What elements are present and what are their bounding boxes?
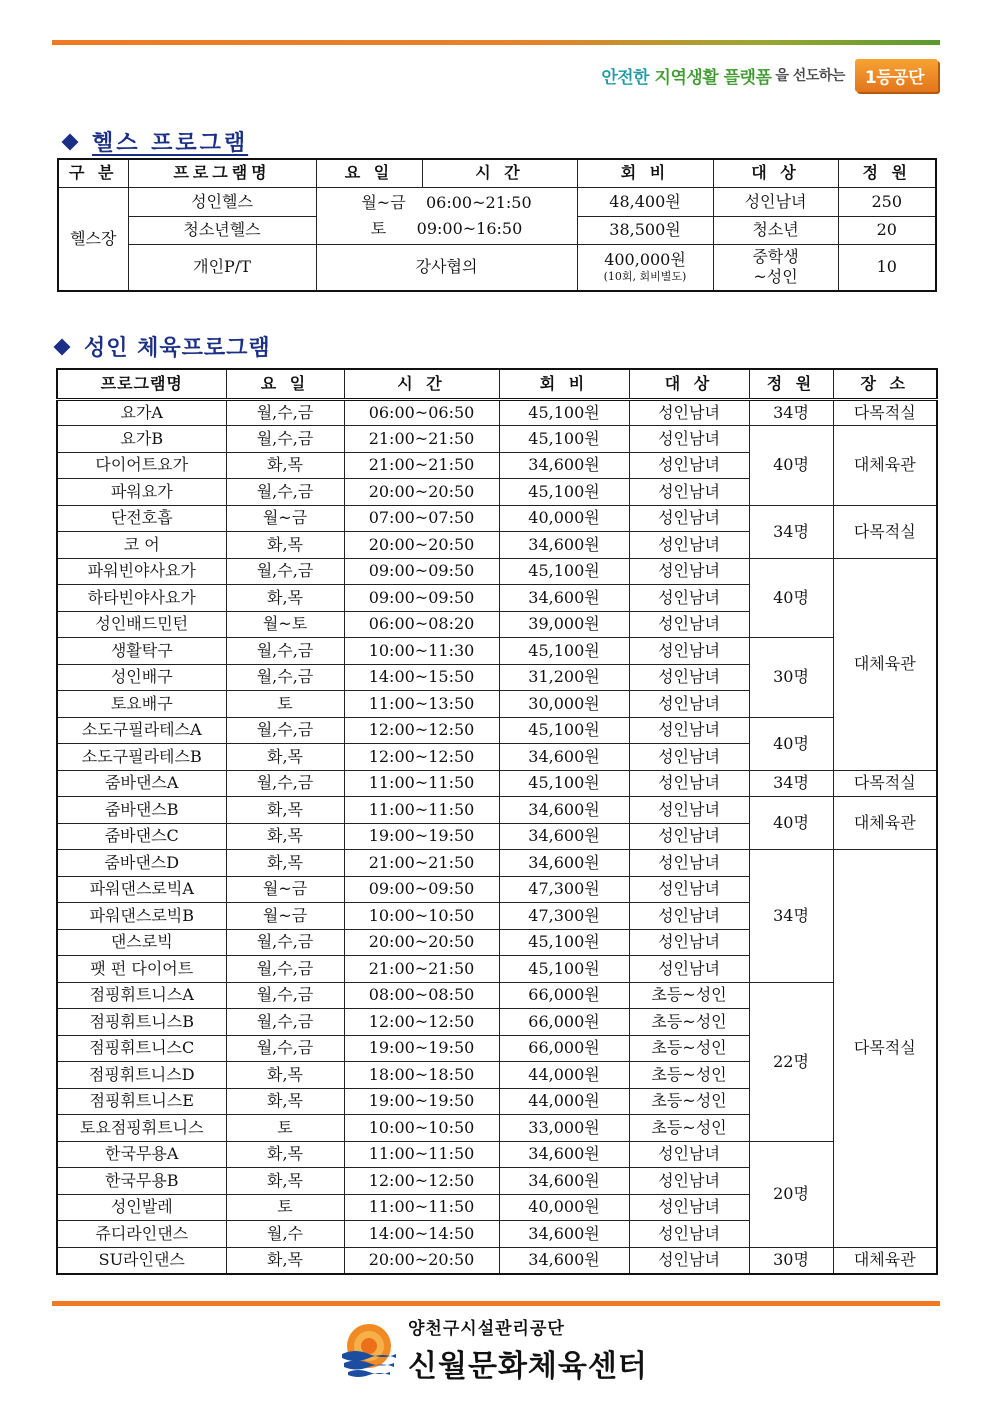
- time-cell: 10:00~11:30: [344, 638, 499, 665]
- fee-cell: 39,000원: [499, 611, 629, 638]
- target-cell: 성인남녀: [629, 929, 749, 956]
- capacity-cell: 30명: [749, 1247, 833, 1274]
- target-cell: 초등~성인: [629, 1088, 749, 1115]
- fee-cell: 40,000원: [499, 505, 629, 532]
- time-cell: 11:00~11:50: [344, 770, 499, 797]
- capacity-cell: 34명: [749, 399, 833, 426]
- target-line1: 중학생: [752, 247, 799, 267]
- days-cell: 화,목: [226, 532, 344, 559]
- capacity-cell: 40명: [749, 717, 833, 770]
- schedule-cell: 강사협의: [316, 244, 577, 291]
- table-row: [57, 426, 937, 453]
- days-cell: 월,수,금: [226, 956, 344, 983]
- days-cell: 토: [226, 1115, 344, 1142]
- footer-center: 신월문화체육센터: [408, 1348, 648, 1384]
- table-header-row: [57, 369, 937, 399]
- fee-cell: 45,100원: [499, 956, 629, 983]
- capacity-cell: 30명: [749, 638, 833, 718]
- capacity-cell: 34명: [749, 770, 833, 797]
- program-name: 줌바댄스C: [57, 823, 226, 850]
- target-cell: 초등~성인: [629, 982, 749, 1009]
- health-program-table: [57, 158, 937, 292]
- time-cell: 21:00~21:50: [344, 426, 499, 453]
- fee-cell: 40,000원: [499, 1194, 629, 1221]
- capacity-cell: 40명: [749, 426, 833, 506]
- capacity-cell: 40명: [749, 797, 833, 850]
- fee-cell: 45,100원: [499, 638, 629, 665]
- target-cell: 청소년: [713, 216, 838, 244]
- col-header-capacity: 정 원: [838, 159, 936, 187]
- col-header-target: 대 상: [713, 159, 838, 187]
- fee-cell: 33,000원: [499, 1115, 629, 1142]
- target-cell: 성인남녀: [629, 823, 749, 850]
- table-row: [57, 717, 937, 744]
- days-cell: 화,목: [226, 797, 344, 824]
- time-cell: 12:00~12:50: [344, 1168, 499, 1195]
- slogan-part3: 을 선도하는: [775, 68, 845, 84]
- time-cell: 14:00~15:50: [344, 664, 499, 691]
- table-row: [57, 399, 937, 426]
- program-name: 토요배구: [57, 691, 226, 718]
- col-header-days: 요 일: [316, 159, 422, 187]
- target-cell: 성인남녀: [629, 426, 749, 453]
- days-cell: 토: [226, 691, 344, 718]
- place-cell: 다목적실: [833, 770, 937, 797]
- col-header-category: 구 분: [58, 159, 128, 187]
- fee-cell: 38,500원: [577, 216, 713, 244]
- time-cell: 08:00~08:50: [344, 982, 499, 1009]
- target-cell: 성인남녀: [629, 479, 749, 506]
- days-cell: 토: [226, 1194, 344, 1221]
- target-cell: 성인남녀: [629, 664, 749, 691]
- fee-cell: 47,300원: [499, 876, 629, 903]
- col-header-time: 시 간: [422, 159, 577, 187]
- fee-cell: 34,600원: [499, 744, 629, 771]
- fee-cell: [577, 244, 713, 291]
- fee-cell: 34,600원: [499, 532, 629, 559]
- place-cell: 대체육관: [833, 558, 937, 770]
- days-cell: 화,목: [226, 1168, 344, 1195]
- target-cell: [713, 244, 838, 291]
- target-cell: 초등~성인: [629, 1009, 749, 1036]
- target-cell: 성인남녀: [629, 1141, 749, 1168]
- target-cell: 성인남녀: [629, 611, 749, 638]
- top-divider-bar: [52, 40, 940, 45]
- fee-cell: 44,000원: [499, 1062, 629, 1089]
- capacity-cell: 22명: [749, 982, 833, 1141]
- program-name: 성인배구: [57, 664, 226, 691]
- target-cell: 초등~성인: [629, 1035, 749, 1062]
- target-cell: 성인남녀: [629, 505, 749, 532]
- target-cell: 성인남녀: [713, 187, 838, 216]
- time-cell: 09:00~09:50: [344, 558, 499, 585]
- program-name: 성인헬스: [128, 187, 316, 216]
- col-header-time: 시 간: [344, 369, 499, 399]
- time-cell: 11:00~11:50: [344, 797, 499, 824]
- program-name: 줌바댄스A: [57, 770, 226, 797]
- diamond-bullet-icon: [62, 133, 79, 150]
- days-cell: 화,목: [226, 1062, 344, 1089]
- fee-cell: 34,600원: [499, 1247, 629, 1274]
- table-row: [57, 982, 937, 1009]
- target-cell: 성인남녀: [629, 956, 749, 983]
- schedule-line2: 토 09:00~16:50: [370, 218, 523, 238]
- time-cell: 19:00~19:50: [344, 823, 499, 850]
- fee-value: 400,000원: [604, 250, 686, 270]
- days-cell: 월,수,금: [226, 426, 344, 453]
- capacity-cell: 250: [838, 187, 936, 216]
- fee-cell: 45,100원: [499, 479, 629, 506]
- program-name: 생활탁구: [57, 638, 226, 665]
- time-cell: 18:00~18:50: [344, 1062, 499, 1089]
- table-row: [57, 770, 937, 797]
- time-cell: 06:00~08:20: [344, 611, 499, 638]
- time-cell: 11:00~13:50: [344, 691, 499, 718]
- program-name: 다이어트요가: [57, 452, 226, 479]
- time-cell: 20:00~20:50: [344, 532, 499, 559]
- days-cell: 화,목: [226, 850, 344, 877]
- program-name: 파워요가: [57, 479, 226, 506]
- capacity-cell: 34명: [749, 505, 833, 558]
- col-header-place: 장 소: [833, 369, 937, 399]
- time-cell: 07:00~07:50: [344, 505, 499, 532]
- time-cell: 10:00~10:50: [344, 1115, 499, 1142]
- col-header-program: 프로그램명: [128, 159, 316, 187]
- program-name: 성인배드민턴: [57, 611, 226, 638]
- target-cell: 성인남녀: [629, 558, 749, 585]
- time-cell: 09:00~09:50: [344, 876, 499, 903]
- program-name: SU라인댄스: [57, 1247, 226, 1274]
- capacity-cell: 20명: [749, 1141, 833, 1247]
- days-cell: 화,목: [226, 452, 344, 479]
- time-cell: 10:00~10:50: [344, 903, 499, 930]
- fee-cell: 34,600원: [499, 1168, 629, 1195]
- fee-cell: 30,000원: [499, 691, 629, 718]
- table-header-row: [58, 159, 936, 187]
- program-name: 팻 펀 다이어트: [57, 956, 226, 983]
- table-row: [57, 1247, 937, 1274]
- days-cell: 월,수,금: [226, 558, 344, 585]
- days-cell: 월,수: [226, 1221, 344, 1248]
- fee-cell: 34,600원: [499, 1141, 629, 1168]
- target-line2: ~성인: [753, 267, 798, 287]
- days-cell: 월~금: [226, 505, 344, 532]
- fee-cell: 48,400원: [577, 187, 713, 216]
- slogan-part1: 안전한: [601, 67, 650, 88]
- time-cell: 20:00~20:50: [344, 929, 499, 956]
- capacity-cell: 40명: [749, 558, 833, 638]
- table-row: [58, 244, 936, 291]
- target-cell: 성인남녀: [629, 717, 749, 744]
- capacity-cell: 34명: [749, 850, 833, 983]
- days-cell: 월~금: [226, 876, 344, 903]
- target-cell: 성인남녀: [629, 876, 749, 903]
- target-cell: 성인남녀: [629, 585, 749, 612]
- fee-cell: 34,600원: [499, 452, 629, 479]
- days-cell: 월,수,금: [226, 982, 344, 1009]
- fee-cell: 45,100원: [499, 717, 629, 744]
- time-cell: 11:00~11:50: [344, 1194, 499, 1221]
- program-name: 점핑휘트니스C: [57, 1035, 226, 1062]
- program-name: 한국무용A: [57, 1141, 226, 1168]
- target-cell: 성인남녀: [629, 399, 749, 426]
- target-cell: 성인남녀: [629, 770, 749, 797]
- program-name: 쥬디라인댄스: [57, 1221, 226, 1248]
- fee-cell: 66,000원: [499, 1009, 629, 1036]
- days-cell: 월,수,금: [226, 638, 344, 665]
- table-row: [57, 1141, 937, 1168]
- days-cell: 화,목: [226, 1247, 344, 1274]
- target-cell: 성인남녀: [629, 1168, 749, 1195]
- program-name: 단전호흡: [57, 505, 226, 532]
- days-cell: 화,목: [226, 823, 344, 850]
- target-cell: 초등~성인: [629, 1115, 749, 1142]
- fee-cell: 34,600원: [499, 850, 629, 877]
- days-cell: 월,수,금: [226, 929, 344, 956]
- program-name: 파워댄스로빅B: [57, 903, 226, 930]
- target-cell: 성인남녀: [629, 638, 749, 665]
- program-name: 하타빈야사요가: [57, 585, 226, 612]
- time-cell: 06:00~06:50: [344, 399, 499, 426]
- fee-cell: 45,100원: [499, 399, 629, 426]
- days-cell: 월,수,금: [226, 770, 344, 797]
- target-cell: 성인남녀: [629, 532, 749, 559]
- fee-cell: 34,600원: [499, 797, 629, 824]
- col-header-fee: 회 비: [499, 369, 629, 399]
- days-cell: 월,수,금: [226, 664, 344, 691]
- place-cell: 대체육관: [833, 426, 937, 506]
- target-cell: 성인남녀: [629, 850, 749, 877]
- schedule-line1: 월~금 06:00~21:50: [361, 192, 532, 212]
- fee-cell: 45,100원: [499, 929, 629, 956]
- col-header-capacity: 정 원: [749, 369, 833, 399]
- program-name: 점핑휘트니스E: [57, 1088, 226, 1115]
- time-cell: 21:00~21:50: [344, 452, 499, 479]
- header-slogan: [601, 58, 938, 92]
- target-cell: 성인남녀: [629, 452, 749, 479]
- health-section-title: 헬스 프로그램: [64, 126, 248, 157]
- program-name: 줌바댄스B: [57, 797, 226, 824]
- slogan-part2: 지역생활 플랫폼: [654, 67, 772, 88]
- time-cell: 20:00~20:50: [344, 479, 499, 506]
- time-cell: 20:00~20:50: [344, 1247, 499, 1274]
- col-header-program: 프로그램명: [57, 369, 226, 399]
- fee-note: (10회, 회비별도): [603, 270, 687, 283]
- place-cell: 다목적실: [833, 505, 937, 558]
- program-name: 점핑휘트니스B: [57, 1009, 226, 1036]
- place-cell: 다목적실: [833, 850, 937, 1248]
- target-cell: 성인남녀: [629, 1221, 749, 1248]
- time-cell: 19:00~19:50: [344, 1035, 499, 1062]
- days-cell: 월,수,금: [226, 399, 344, 426]
- program-name: 개인P/T: [128, 244, 316, 291]
- time-cell: 14:00~14:50: [344, 1221, 499, 1248]
- days-cell: 월~토: [226, 611, 344, 638]
- schedule-cell: [316, 187, 577, 244]
- target-cell: 성인남녀: [629, 1194, 749, 1221]
- fee-cell: 45,100원: [499, 426, 629, 453]
- col-header-days: 요 일: [226, 369, 344, 399]
- fee-cell: 47,300원: [499, 903, 629, 930]
- program-name: 줌바댄스D: [57, 850, 226, 877]
- fee-cell: 66,000원: [499, 1035, 629, 1062]
- diamond-bullet-icon: [54, 338, 71, 355]
- time-cell: 12:00~12:50: [344, 717, 499, 744]
- fee-cell: 34,600원: [499, 1221, 629, 1248]
- program-name: 코 어: [57, 532, 226, 559]
- program-name: 요가B: [57, 426, 226, 453]
- program-name: 점핑휘트니스A: [57, 982, 226, 1009]
- program-name: 청소년헬스: [128, 216, 316, 244]
- col-header-target: 대 상: [629, 369, 749, 399]
- days-cell: 화,목: [226, 744, 344, 771]
- fee-cell: 34,600원: [499, 585, 629, 612]
- time-cell: 12:00~12:50: [344, 744, 499, 771]
- program-name: 파워댄스로빅A: [57, 876, 226, 903]
- adult-program-table: [56, 368, 938, 1275]
- days-cell: 화,목: [226, 1141, 344, 1168]
- table-row: [57, 850, 937, 877]
- days-cell: 월,수,금: [226, 1009, 344, 1036]
- target-cell: 성인남녀: [629, 744, 749, 771]
- target-cell: 초등~성인: [629, 1062, 749, 1089]
- time-cell: 19:00~19:50: [344, 1088, 499, 1115]
- target-cell: 성인남녀: [629, 1247, 749, 1274]
- time-cell: 21:00~21:50: [344, 850, 499, 877]
- days-cell: 월,수,금: [226, 717, 344, 744]
- program-name: 댄스로빅: [57, 929, 226, 956]
- fee-cell: 44,000원: [499, 1088, 629, 1115]
- days-cell: 화,목: [226, 1088, 344, 1115]
- capacity-cell: 20: [838, 216, 936, 244]
- table-row: [57, 797, 937, 824]
- program-name: 소도구필라테스B: [57, 744, 226, 771]
- program-name: 한국무용B: [57, 1168, 226, 1195]
- adult-section-title: 성인 체육프로그램: [56, 331, 271, 362]
- program-name: 파워빈야사요가: [57, 558, 226, 585]
- program-name: 소도구필라테스A: [57, 717, 226, 744]
- place-cell: 다목적실: [833, 399, 937, 426]
- place-cell: 대체육관: [833, 797, 937, 850]
- fee-cell: 66,000원: [499, 982, 629, 1009]
- table-row: [57, 638, 937, 665]
- target-cell: 성인남녀: [629, 797, 749, 824]
- time-cell: 09:00~09:50: [344, 585, 499, 612]
- col-header-fee: 회 비: [577, 159, 713, 187]
- program-name: 성인발레: [57, 1194, 226, 1221]
- days-cell: 월~금: [226, 903, 344, 930]
- fee-cell: 31,200원: [499, 664, 629, 691]
- slogan-badge: 1등공단: [855, 59, 938, 92]
- bottom-divider-bar: [52, 1301, 940, 1306]
- fee-cell: 34,600원: [499, 823, 629, 850]
- fee-cell: 45,100원: [499, 770, 629, 797]
- capacity-cell: 10: [838, 244, 936, 291]
- table-row: [57, 558, 937, 585]
- adult-table-body: [57, 399, 937, 1274]
- footer: [338, 1316, 648, 1382]
- target-cell: 성인남녀: [629, 691, 749, 718]
- table-row: [57, 505, 937, 532]
- program-name: 점핑휘트니스D: [57, 1062, 226, 1089]
- table-row: [58, 187, 936, 216]
- fee-cell: 45,100원: [499, 558, 629, 585]
- target-cell: 성인남녀: [629, 903, 749, 930]
- program-name: 요가A: [57, 399, 226, 426]
- time-cell: 12:00~12:50: [344, 1009, 499, 1036]
- program-name: 토요점핑휘트니스: [57, 1115, 226, 1142]
- days-cell: 월,수,금: [226, 1035, 344, 1062]
- footer-org: 양천구시설관리공단: [408, 1318, 565, 1339]
- place-cell: 대체육관: [833, 1247, 937, 1274]
- time-cell: 11:00~11:50: [344, 1141, 499, 1168]
- time-cell: 21:00~21:50: [344, 956, 499, 983]
- center-logo-icon: [338, 1318, 400, 1380]
- category-cell: 헬스장: [58, 187, 128, 291]
- days-cell: 화,목: [226, 585, 344, 612]
- days-cell: 월,수,금: [226, 479, 344, 506]
